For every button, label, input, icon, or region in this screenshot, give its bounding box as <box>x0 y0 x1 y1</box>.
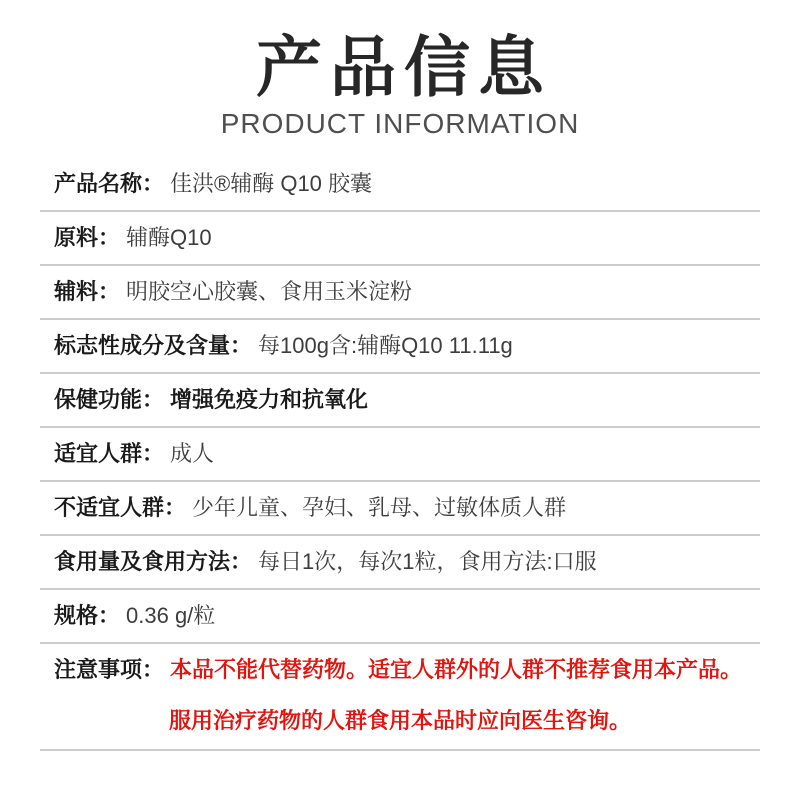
page-title: 产品信息 <box>256 30 552 104</box>
page-subtitle: PRODUCT INFORMATION <box>220 107 580 139</box>
table-row <box>40 644 760 696</box>
row-value: 每日1次，每次1粒，食用方法:口服 <box>258 548 597 574</box>
note-line: 服用治疗药物的人群食用本品时应向医生咨询。 <box>40 696 760 751</box>
row-label: 标志性成分及含量： <box>54 332 253 358</box>
row-value: 成人 <box>170 440 215 466</box>
row-value: 少年儿童、孕妇、乳母、过敏体质人群 <box>192 494 567 520</box>
row-label: 注意事项： <box>54 656 165 682</box>
row-label: 适宜人群： <box>54 440 165 466</box>
info-table <box>40 158 760 751</box>
row-value: 明胶空心胶囊、食用玉米淀粉 <box>126 278 413 304</box>
row-value: 辅酶Q10 <box>126 224 212 250</box>
table-row <box>40 428 760 482</box>
row-label: 规格： <box>54 602 121 628</box>
page-header <box>0 0 800 140</box>
table-row <box>40 320 760 374</box>
row-label: 保健功能： <box>54 386 165 412</box>
row-label: 辅料： <box>54 278 121 304</box>
table-row <box>40 536 760 590</box>
table-row <box>40 482 760 536</box>
table-row <box>40 158 760 212</box>
table-row <box>40 590 760 644</box>
row-value: 增强免疫力和抗氧化 <box>170 386 369 412</box>
row-label: 不适宜人群： <box>54 494 187 520</box>
row-value: 佳洪®辅酶 Q10 胶囊 <box>170 170 373 196</box>
row-value: 每100g含:辅酶Q10 11.11g <box>258 332 513 358</box>
row-value: 本品不能代替药物。适宜人群外的人群不推荐食用本产品。 <box>170 656 743 682</box>
row-label: 食用量及食用方法： <box>54 548 253 574</box>
table-row <box>40 212 760 266</box>
row-label: 产品名称： <box>54 170 165 196</box>
table-row <box>40 374 760 428</box>
row-label: 原料： <box>54 224 121 250</box>
table-row <box>40 266 760 320</box>
row-value: 0.36 g/粒 <box>126 602 216 628</box>
